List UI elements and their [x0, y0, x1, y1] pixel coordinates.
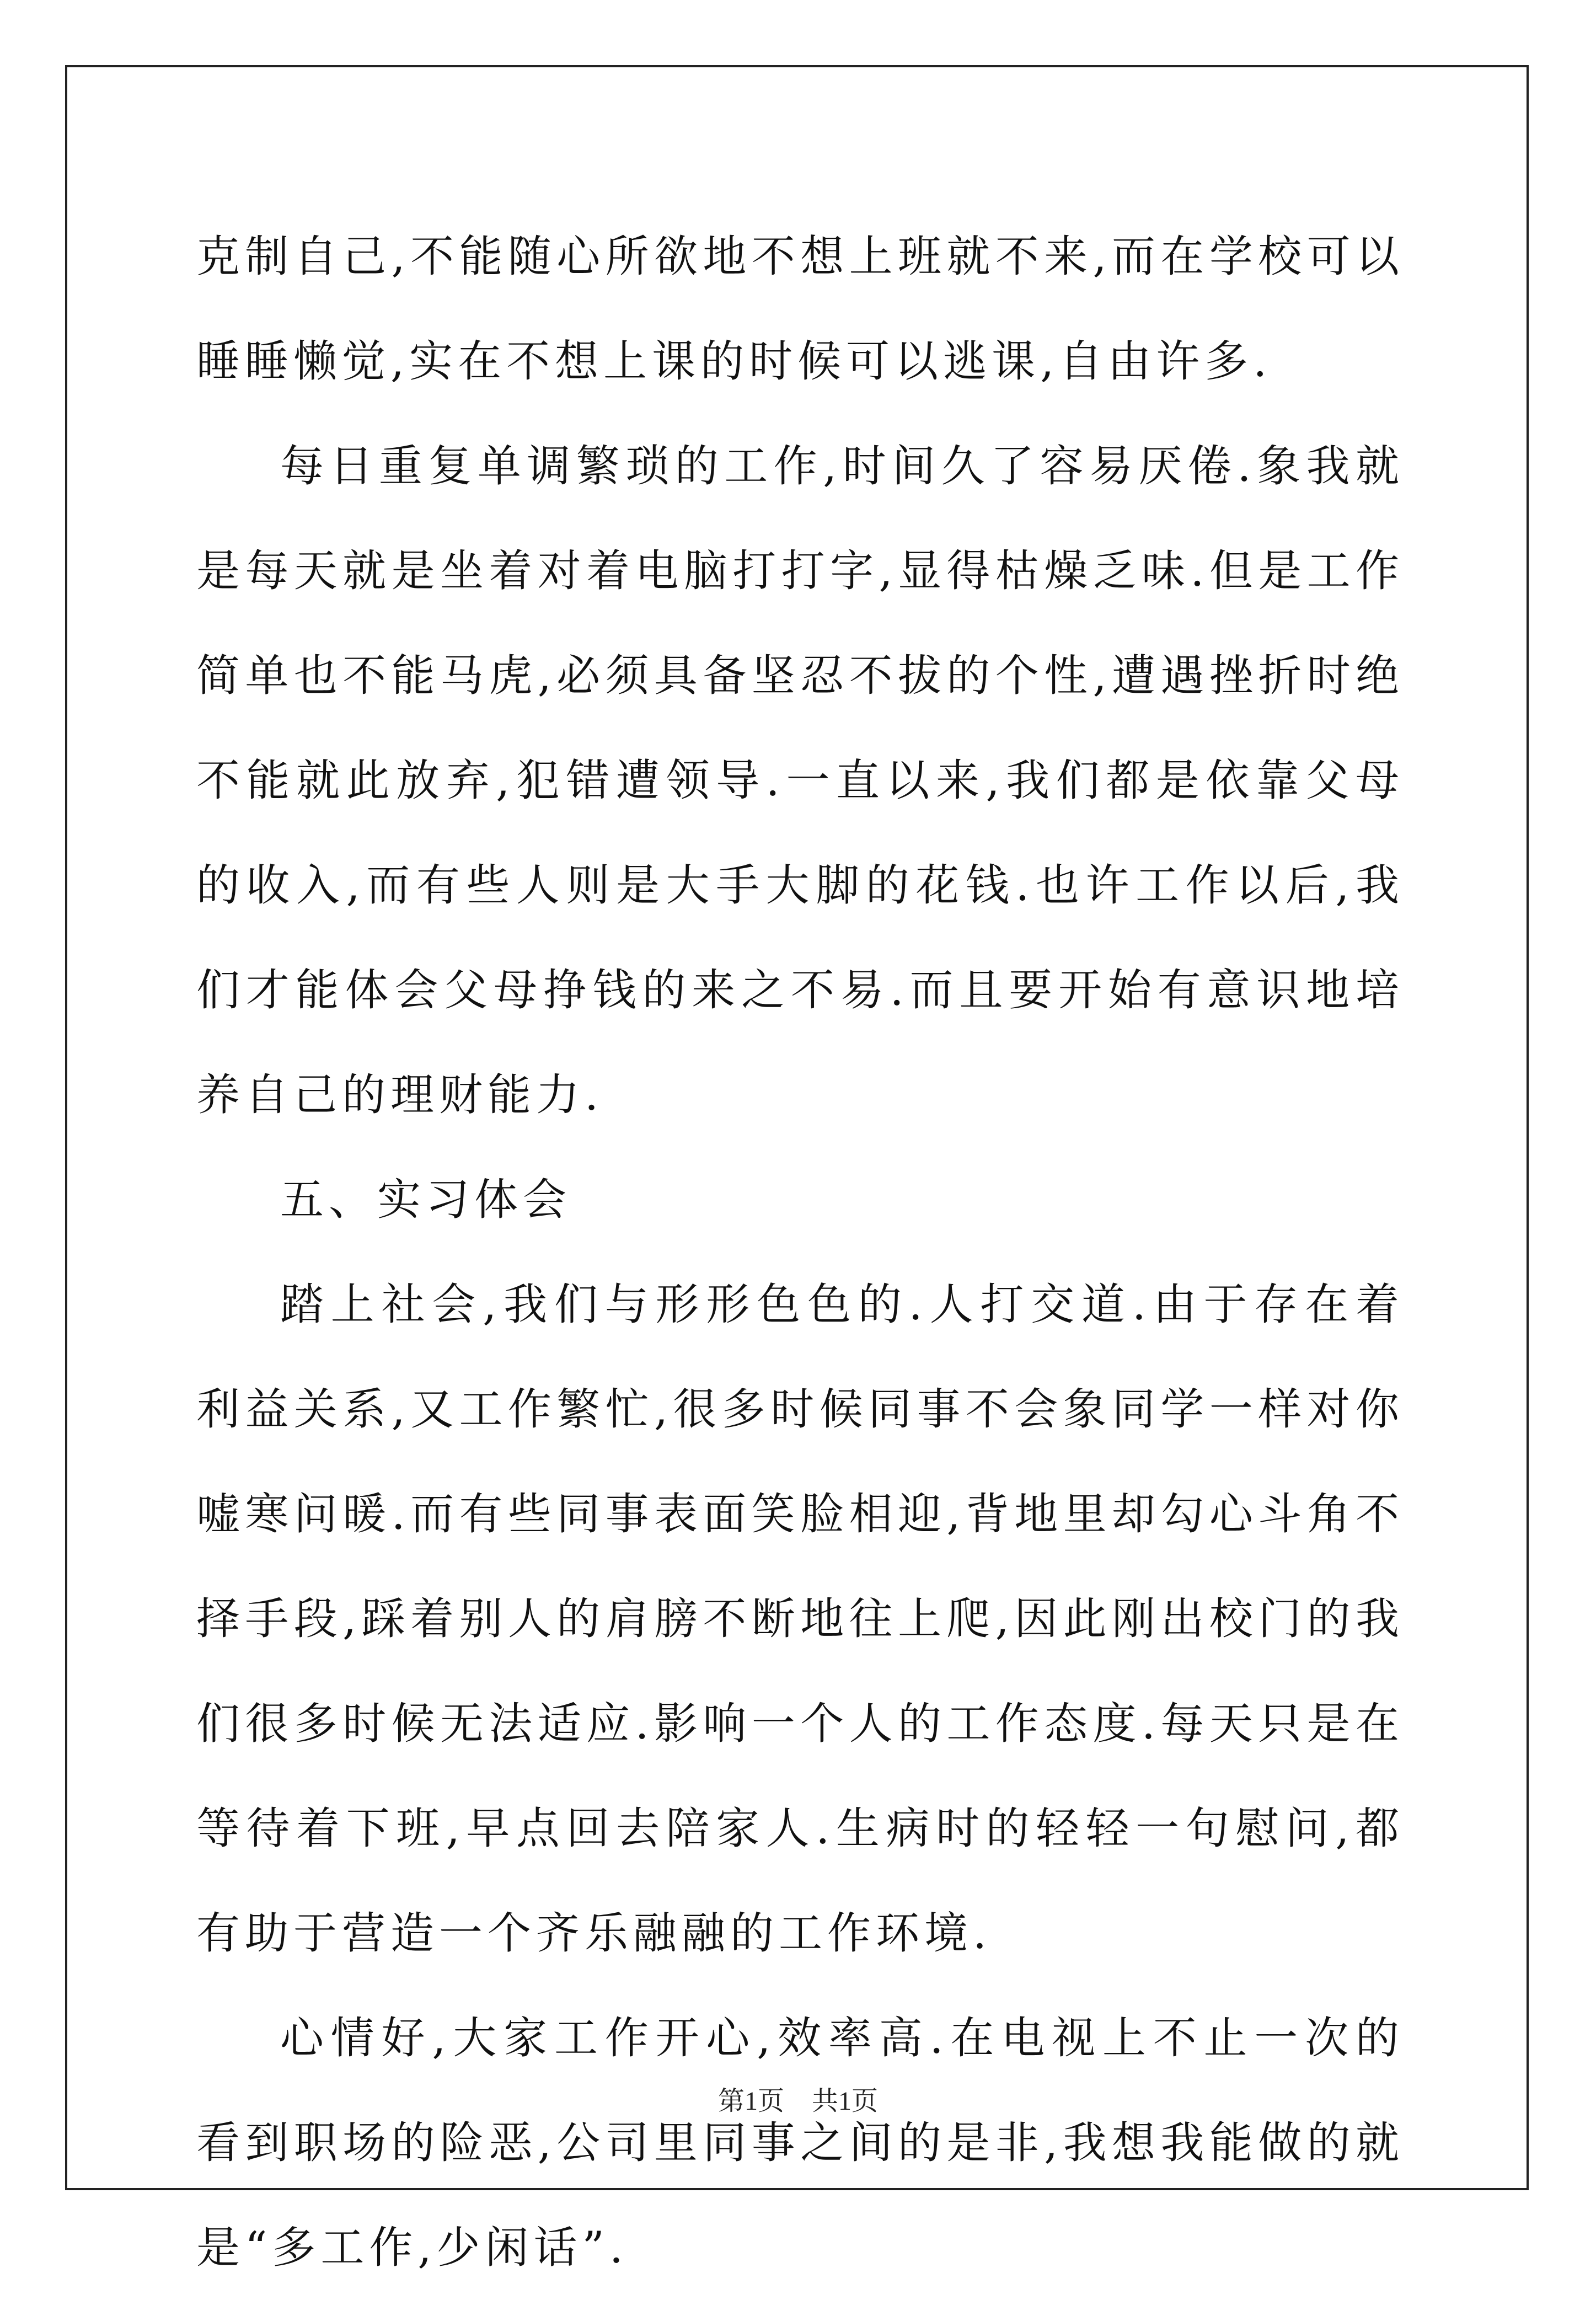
paragraph-continuation: 克制自己,不能随心所欲地不想上班就不来,而在学校可以睡睡懒觉,实在不想上课的时候可以逃课,自由许多. [196, 231, 1404, 387]
section-heading-internship-reflection: 五、实习体会 [280, 1174, 571, 1225]
document-body [196, 204, 1404, 2300]
paragraph-entering-society: 踏上社会,我们与形形色色的.人打交道.由于存在着利益关系,又工作繁忙,很多时候同事不会象同学一样对你嘘寒问暖.而有些同事表面笑脸相迎,背地里却勾心斗角不择手段,踩着别人的肩膀不断地往上爬,因此刚出校门的我们很多时候无法适应.影响一个人的工作态度.每天只是在等待着下班,早点回去陪家人.生病时的轻轻一句慰问,都有助于营造一个齐乐融融的工作环境. [196, 1279, 1404, 1959]
page-total: 共1页 [812, 2087, 879, 2116]
paragraph-good-mood: 心情好,大家工作开心,效率高.在电视上不止一次的看到职场的险恶,公司里同事之间的是非,我想我能做的就是“多工作,少闲话”. [196, 2013, 1404, 2273]
page-footer [0, 2079, 1596, 2117]
page-number: 第1页 [717, 2087, 784, 2116]
paragraph-daily-work: 每日重复单调繁琐的工作,时间久了容易厌倦.象我就是每天就是坐着对着电脑打打字,显得枯燥乏味.但是工作简单也不能马虎,必须具备坚忍不拔的个性,遭遇挫折时绝不能就此放弃,犯错遭领导.一直以来,我们都是依靠父母的收入,而有些人则是大手大脚的花钱.也许工作以后,我们才能体会父母挣钱的来之不易.而且要开始有意识地培养自己的理财能力. [196, 441, 1404, 1120]
